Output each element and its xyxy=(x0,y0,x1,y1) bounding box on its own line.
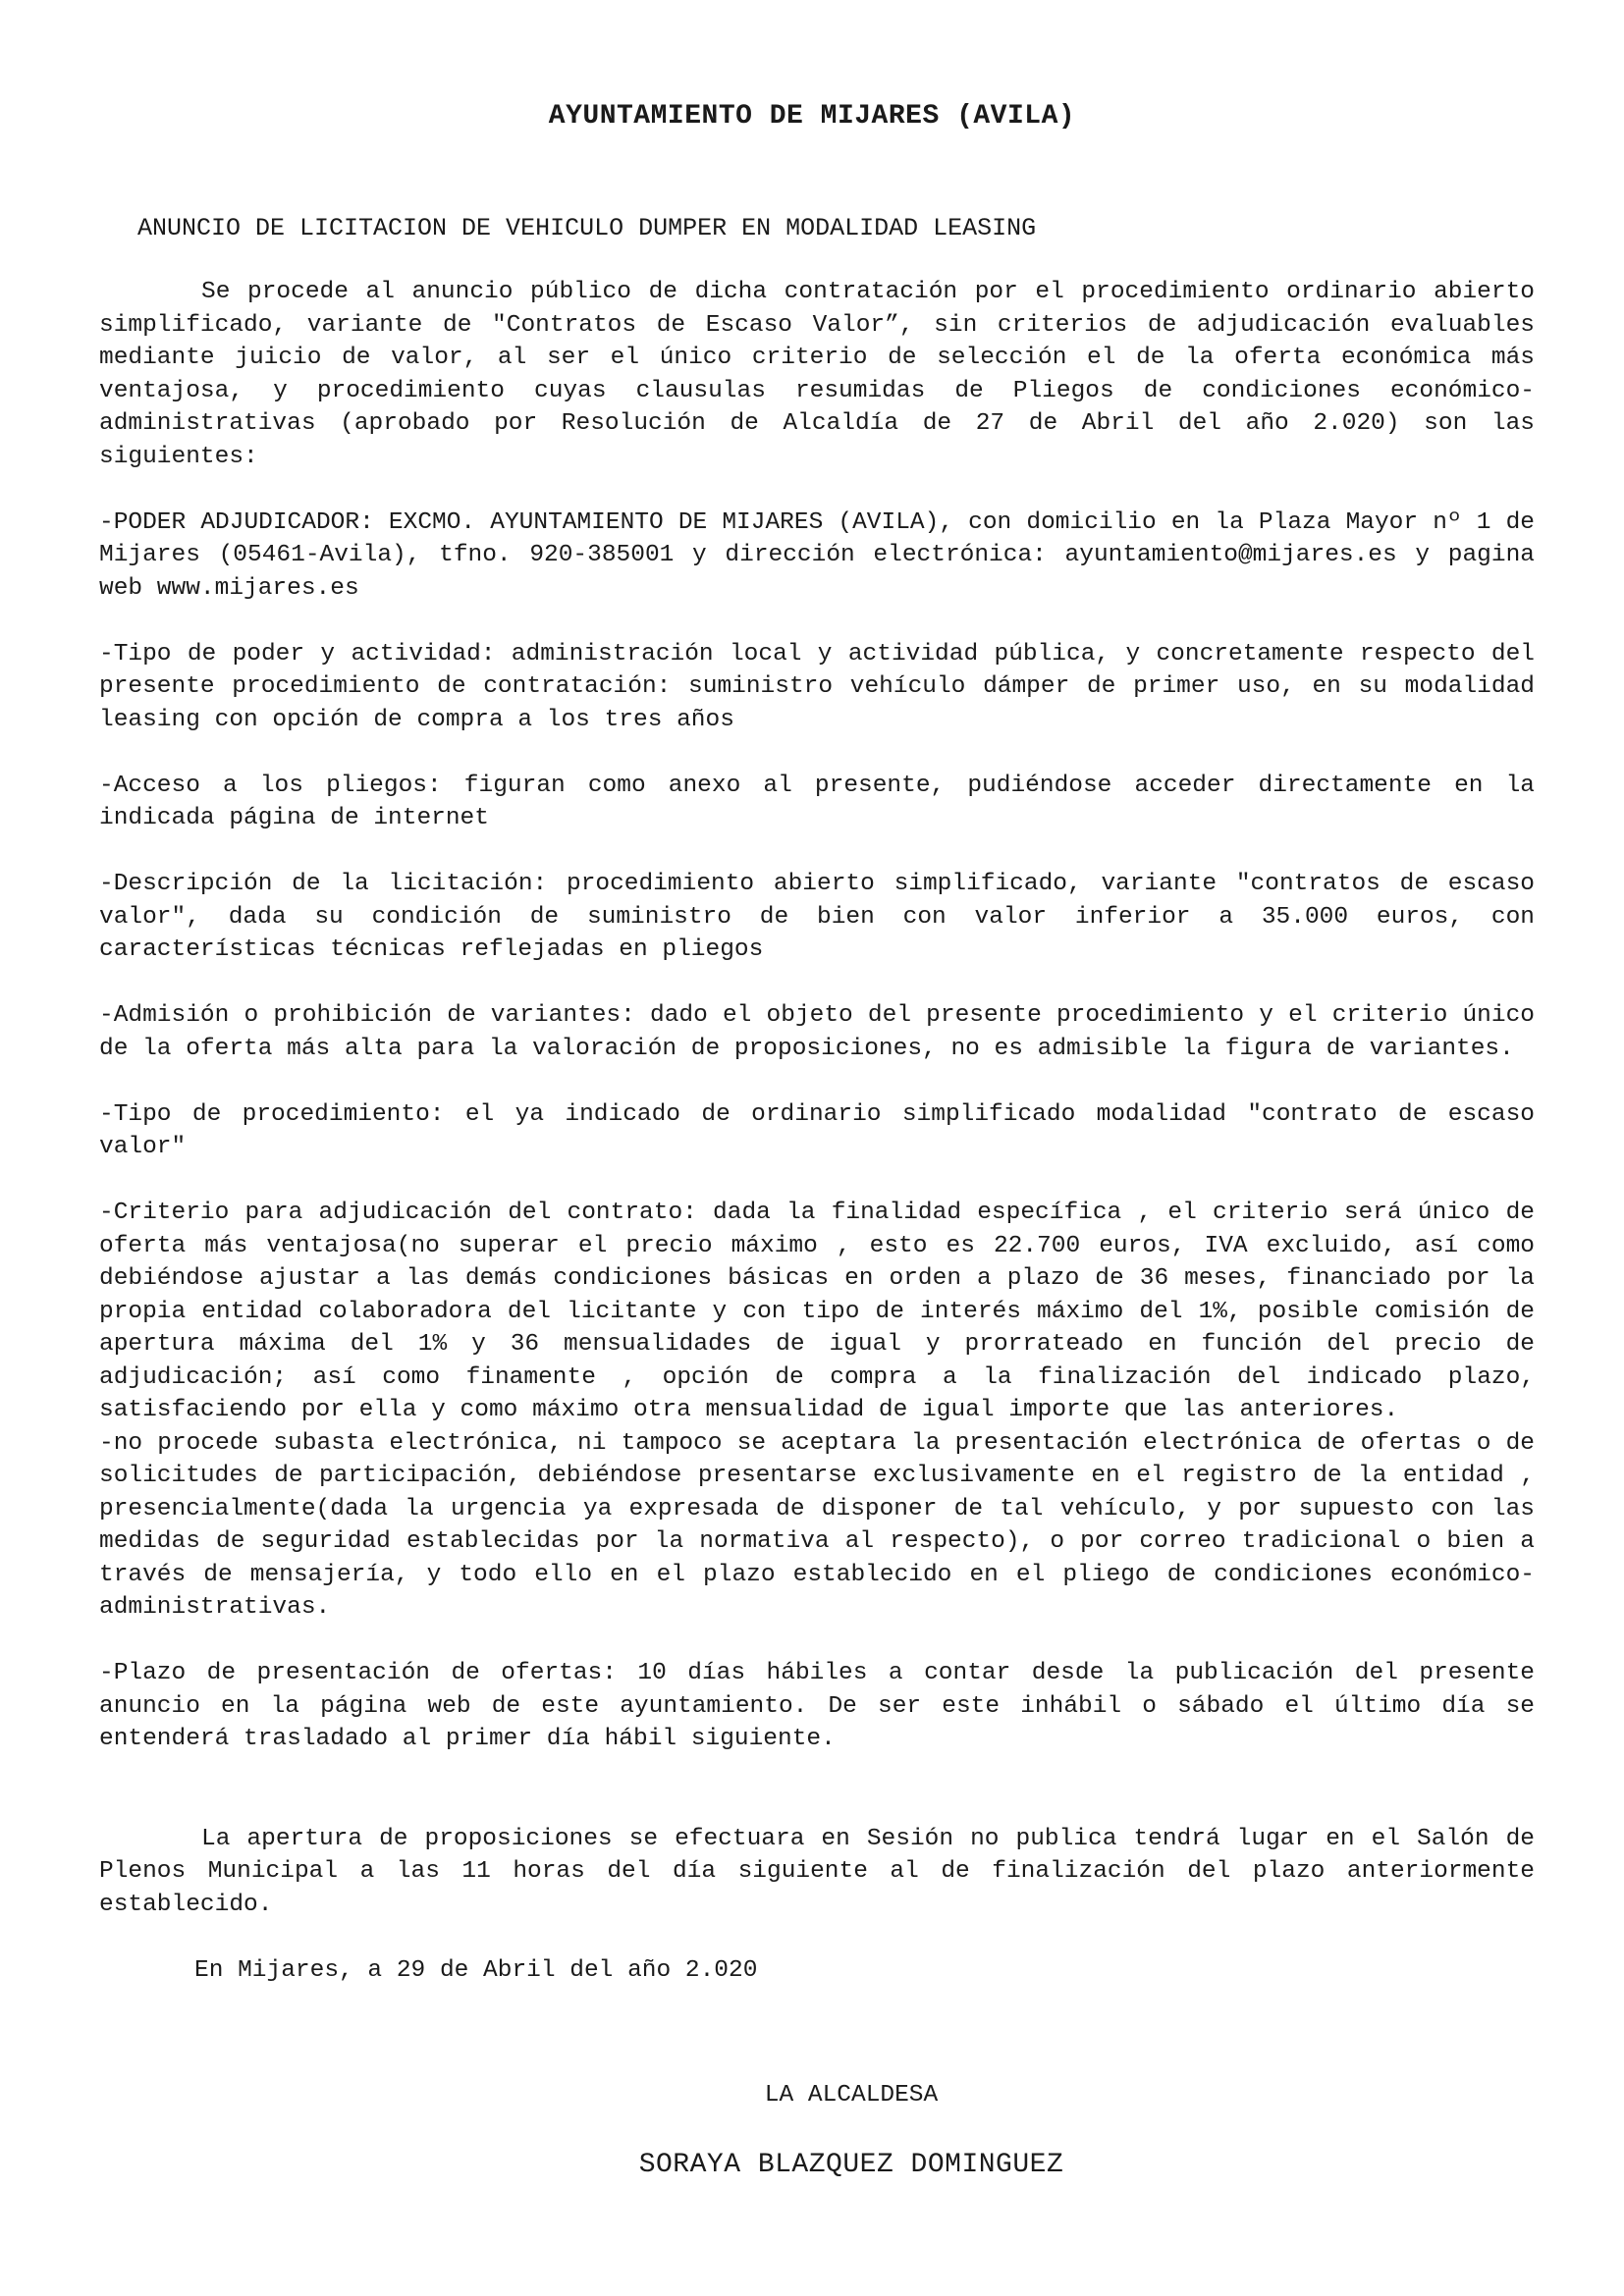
criterio-paragraph: -Criterio para adjudicación del contrato: dada la finalidad específica , el criterio será único de oferta más ventajosa(no superar el precio máximo , esto es 22.700 euros, IVA excluido, así como debiéndose ajustar a las demás condiciones básicas en orden a plazo de 36 meses, financiado por la propia entidad colaboradora del licitante y con tipo de interés máximo del 1%, posible comisión de apertura máxima del 1% y 36 mensualidades de igual y prorrateado en función del precio de adjudicación; así como finamente , opción de compra a la finalización del indicado plazo, satisfaciendo por ella y como máximo otra mensualidad de igual importe que las anteriores. xyxy=(99,1200,1535,1423)
date-line: En Mijares, a 29 de Abril del año 2.020 xyxy=(194,1956,758,1984)
plazo-paragraph: -Plazo de presentación de ofertas: 10 días hábiles a contar desde la publicación del presente anuncio en la página web de este ayuntamiento. De ser este inhábil o sábado el último día se entenderá trasladado al primer día hábil siguiente. xyxy=(99,1660,1535,1752)
apertura-paragraph: La apertura de proposiciones se efectuara en Sesión no publica tendrá lugar en el Salón de Plenos Municipal a las 11 horas del día siguiente al de finalización del plazo anteriormente establecido. xyxy=(99,1825,1535,1918)
poder-adjudicador-paragraph: -PODER ADJUDICADOR: EXCMO. AYUNTAMIENTO DE MIJARES (AVILA), con domicilio en la Plaza Mayor nº 1 de Mijares (05461-Avila), tfno. 920-385001 y dirección electrónica: ayuntamiento@mijares.es y pagina web www.mijares.es xyxy=(99,508,1535,602)
admision-variantes-paragraph: -Admisión o prohibición de variantes: dado el objeto del presente procedimiento y el criterio único de la oferta más alta para la valoración de proposiciones, no es admisible la figura de variantes. xyxy=(99,1002,1535,1062)
document-title: AYUNTAMIENTO DE MIJARES (AVILA) xyxy=(548,101,1076,132)
document-body xyxy=(99,276,1535,1987)
signatory-name: SORAYA BLAZQUEZ DOMINGUEZ xyxy=(638,2150,1064,2180)
announcement-subtitle: ANUNCIO DE LICITACION DE VEHICULO DUMPER EN MODALIDAD LEASING xyxy=(137,214,1037,242)
tipo-poder-paragraph: -Tipo de poder y actividad: administración local y actividad pública, y concretamente respecto del presente procedimiento de contratación: suministro vehículo dámper de primer uso, en su modalidad leasing con opción de compra a los tres años xyxy=(99,640,1535,733)
signatory-title: LA ALCALDESA xyxy=(764,2082,939,2109)
tipo-procedimiento-paragraph: -Tipo de procedimiento: el ya indicado de ordinario simplificado modalidad "contrato de escaso valor" xyxy=(99,1100,1535,1160)
descripcion-paragraph: -Descripción de la licitación: procedimiento abierto simplificado, variante "contratos de escaso valor", dada su condición de suministro de bien con valor inferior a 35.000 euros, con características técnicas reflejadas en pliegos xyxy=(99,871,1535,963)
intro-paragraph: Se procede al anuncio público de dicha contratación por el procedimiento ordinario abierto simplificado, variante de "Contratos de Escaso Valor”, sin criterios de adjudicación evaluables mediante juicio de valor, al ser el único criterio de selección el de la oferta económica más ventajosa, y procedimiento cuyas clausulas resumidas de Pliegos de condiciones económico-administrativas (aprobado por Resolución de Alcaldía de 27 de Abril del año 2.020) son las siguientes: xyxy=(99,279,1535,470)
acceso-pliegos-paragraph: -Acceso a los pliegos: figuran como anexo al presente, pudiéndose acceder directamente en la indicada página de internet xyxy=(99,772,1535,831)
subasta-paragraph: -no procede subasta electrónica, ni tampoco se aceptara la presentación electrónica de ofertas o de solicitudes de participación, debiéndose presentarse exclusivamente en el registro de la entidad , presencialmente(dada la urgencia ya expresada de disponer de tal vehículo, y por supuesto con las medidas de seguridad establecidas por la normativa al respecto), o por correo tradicional o bien a través de mensajería, y todo ello en el plazo establecido en el pliego de condiciones económico-administrativas. xyxy=(99,1429,1535,1621)
